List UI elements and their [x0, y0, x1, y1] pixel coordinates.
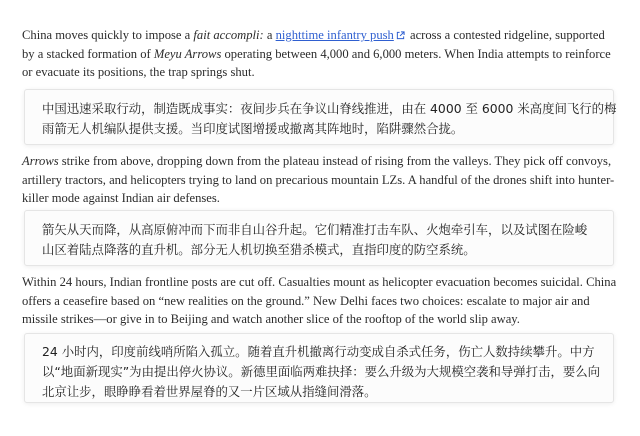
translation-line: 24 小时内，印度前线哨所陷入孤立。随着直升机撤离行动变成自杀式任务，伤亡人数持续攀升。中方 — [42, 344, 595, 359]
translation-line: 以“地面新现实”为由提出停火协议。新德里面临两难抉择：要么升级为大规模空袭和导弹打击，要么向 — [42, 364, 601, 379]
paragraph-3 — [22, 273, 618, 329]
paragraph-text: operating between 4,000 and 6,000 meters. When India attempts to reinforce or evacuate its positions, the trap springs shut. — [22, 46, 611, 79]
paragraph-1 — [22, 26, 618, 82]
paragraph-text: strike from above, dropping down from the plateau instead of rising from the valleys. They pick off convoys, artillery tractors, and helicopters trying to land on precarious mountain LZs. A handful of the drones shift into hunter-killer mode against Indian air defenses. — [22, 154, 615, 205]
link-label: nighttime infantry push — [275, 28, 394, 42]
paragraph-text: a — [263, 28, 276, 42]
italic-term: fait accompli: — [193, 28, 264, 42]
italic-drone-name: Meyu Arrows — [153, 46, 222, 61]
translation-box-1 — [24, 89, 617, 145]
translation-line: 山区着陆点降落的直升机。部分无人机切换至猎杀模式，直指印度的防空系统。 — [42, 242, 476, 257]
italic-drone-name: Arrows — [22, 154, 59, 168]
paragraph-text: Within 24 hours, Indian frontline posts are cut off. Casualties mount as helicopter evacuation becomes suicidal. China offers a ceasefire based on “new realities on the ground.” New Delhi faces two choices: escalate to major air and missile strikes—or give in to Beijing and watch another slice of the rooftop of the world slip away. — [22, 275, 617, 326]
paragraph-text: across a contested ridgeline, supported by a stacked formation of — [22, 28, 605, 61]
paragraph-2 — [22, 152, 618, 208]
translation-box-3 — [24, 333, 614, 403]
translation-line: 中国迅速采取行动，制造既成事实：夜间步兵在争议山脊线推进，由在 4000 至 6000 米高度间飞行的梅 — [42, 101, 617, 116]
nighttime-infantry-push-link[interactable] — [276, 28, 407, 42]
translation-line: 箭矢从天而降，从高原俯冲而下而非自山谷升起。它们精准打击车队、火炮牵引车，以及试图在险峻 — [42, 222, 588, 237]
external-link-icon — [396, 31, 405, 40]
translation-box-2 — [24, 210, 614, 266]
translation-line: 北京让步，眼睁睁看着世界屋脊的又一片区域从指缝间滑落。 — [42, 384, 377, 399]
translation-line: 雨箭无人机编队提供支援。当印度试图增援或撤离其阵地时，陷阱骤然合拢。 — [42, 121, 464, 136]
paragraph-text: China moves quickly to impose a — [22, 28, 194, 42]
